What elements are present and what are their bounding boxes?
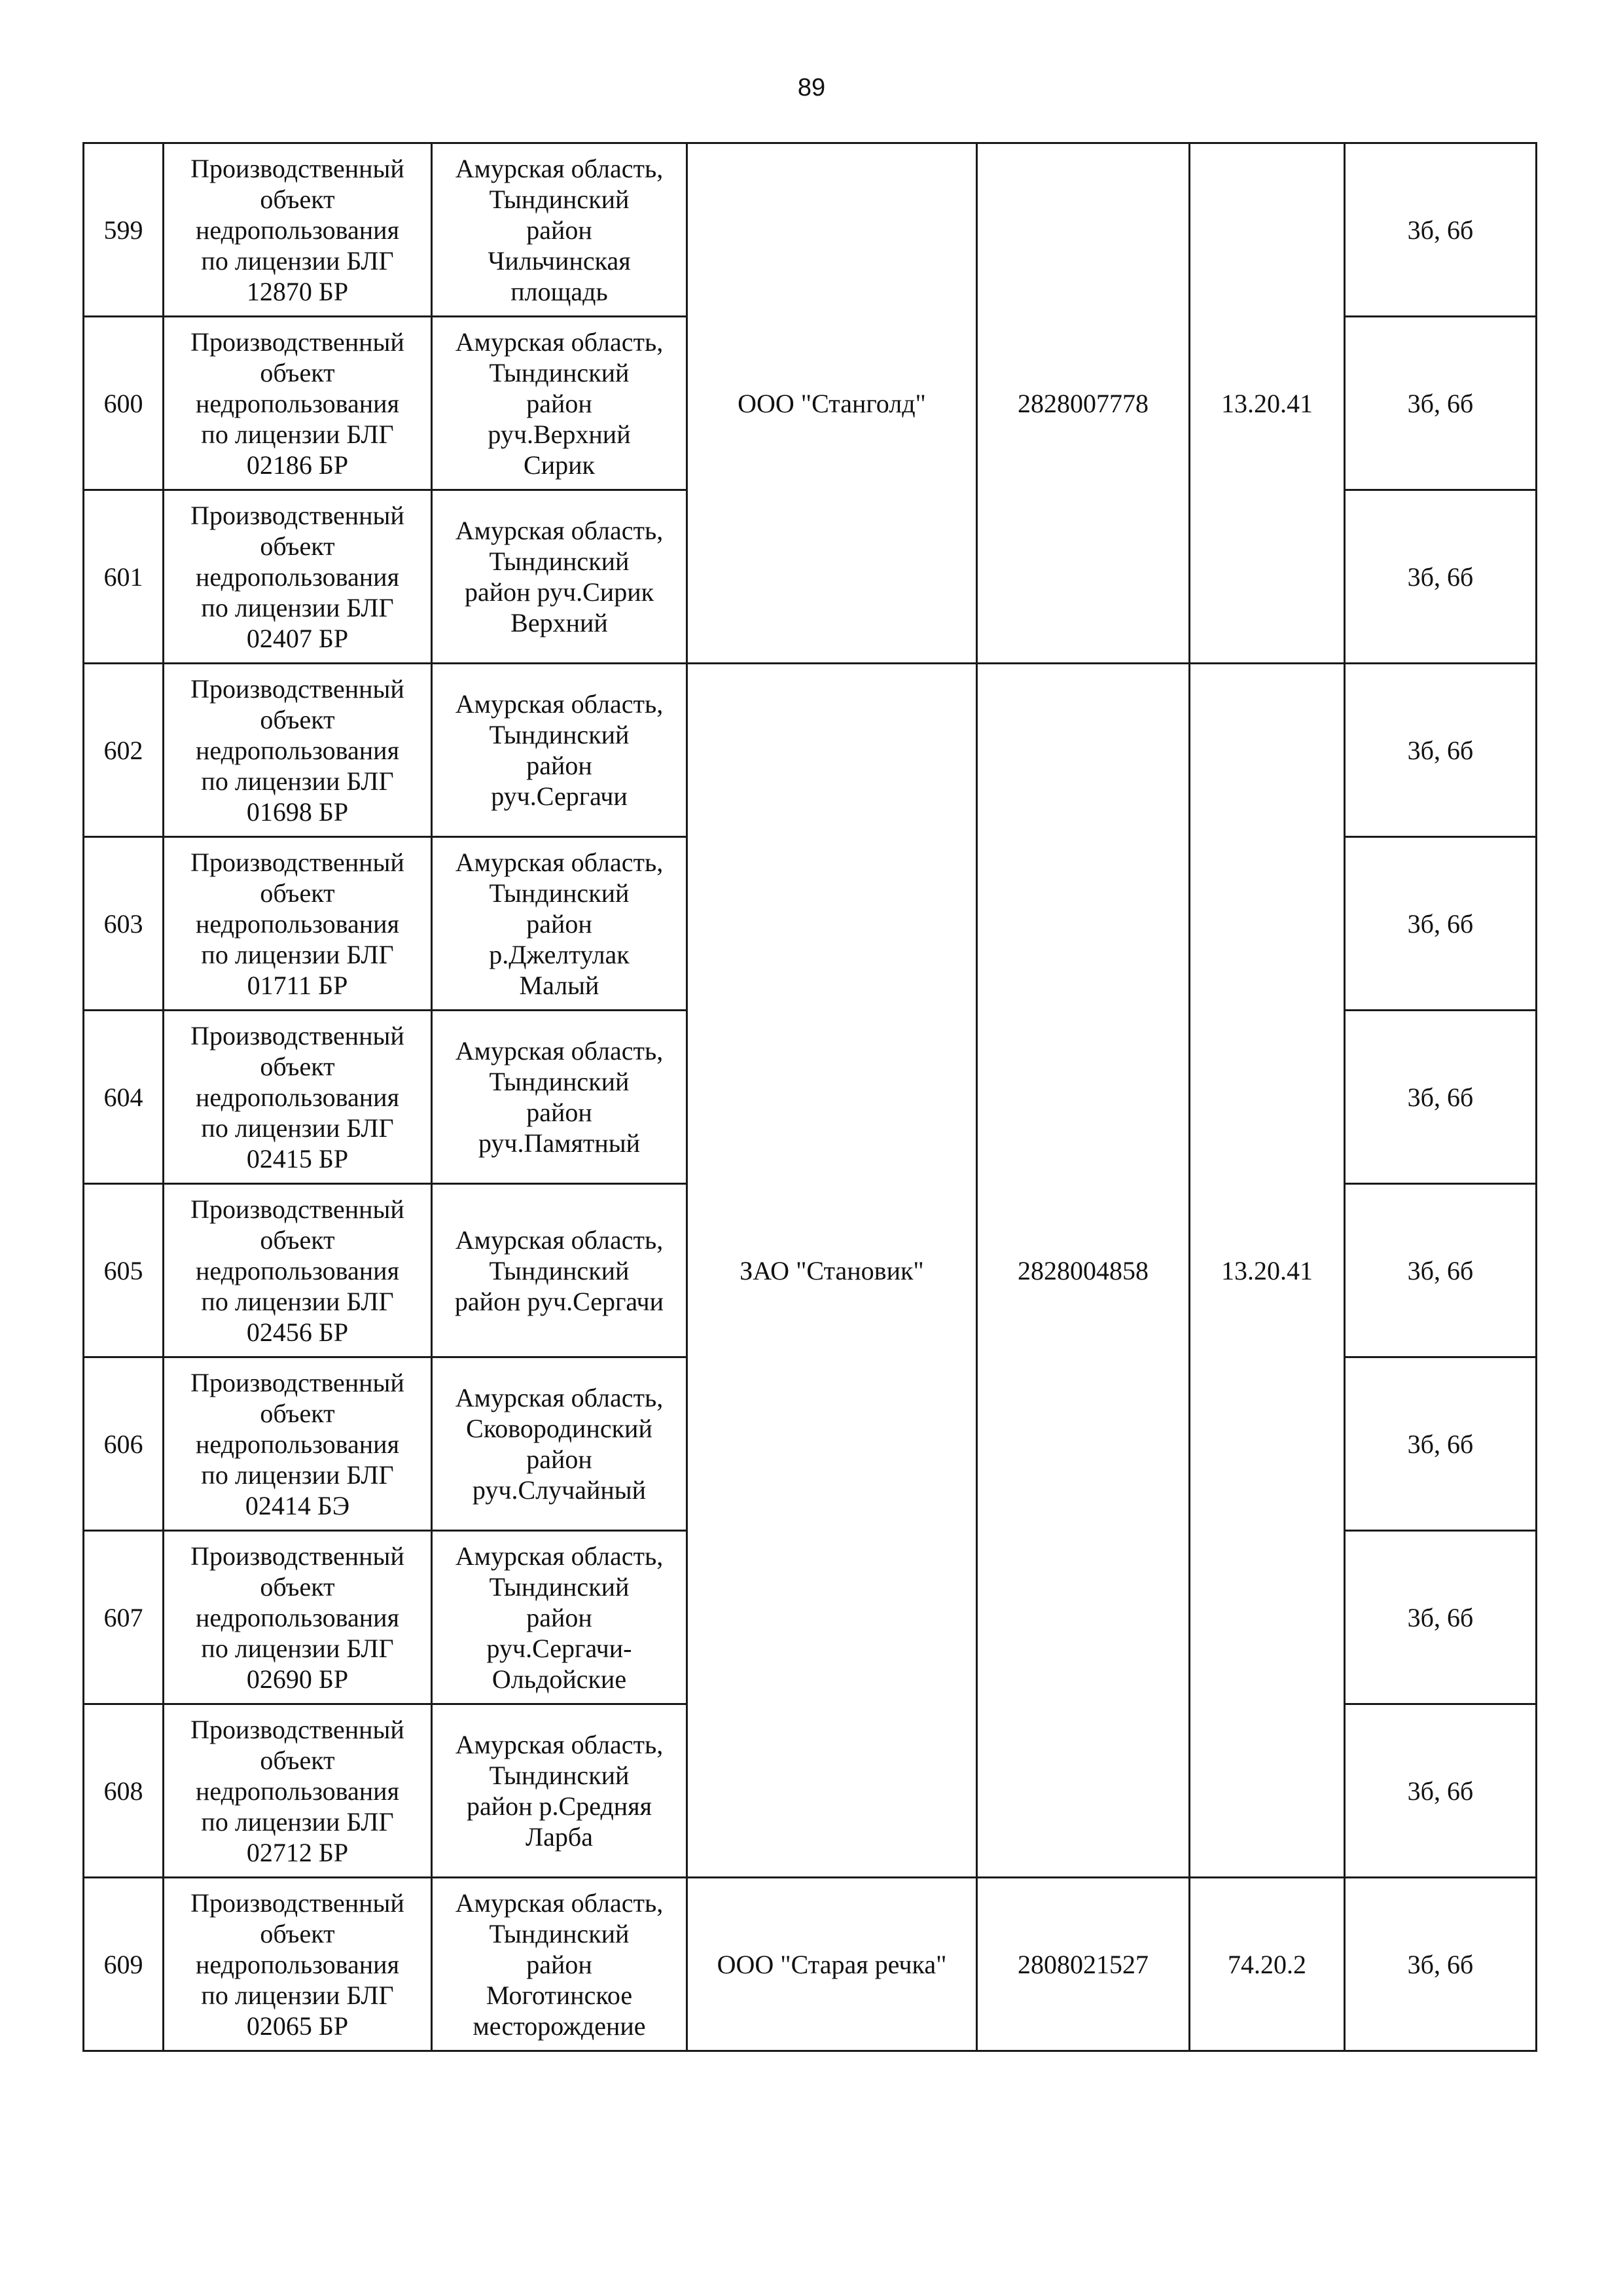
- object-name-text: Производственный объект недропользования по лицензии БЛГ 01698 БР: [190, 673, 404, 827]
- row-number: 603: [84, 837, 164, 1011]
- object-address: [432, 143, 687, 317]
- row-number: 607: [84, 1531, 164, 1704]
- operator-inn: 2828007778: [977, 143, 1190, 664]
- object-name: [164, 837, 432, 1011]
- operator-okved: 74.20.2: [1190, 1878, 1345, 2051]
- object-address-text: Амурская область, Тындинский район руч.Памятный: [455, 1036, 664, 1158]
- row-number: 602: [84, 664, 164, 837]
- object-name: [164, 1878, 432, 2051]
- hazard-classes: 3б, 6б: [1345, 143, 1537, 317]
- hazard-classes: 3б, 6б: [1345, 1184, 1537, 1357]
- object-name-text: Производственный объект недропользования по лицензии БЛГ 02456 БР: [190, 1194, 404, 1347]
- row-number: 609: [84, 1878, 164, 2051]
- object-address-text: Амурская область, Тындинский район Чильчинская площадь: [455, 153, 664, 306]
- hazard-classes: 3б, 6б: [1345, 1704, 1537, 1878]
- hazard-classes: 3б, 6б: [1345, 664, 1537, 837]
- row-number: 600: [84, 317, 164, 490]
- object-address-text: Амурская область, Тындинский район руч.Верхний Сирик: [455, 327, 664, 480]
- object-address-text: Амурская область, Тындинский район руч.Сирик Верхний: [455, 516, 664, 637]
- table-row: [84, 1878, 1537, 2051]
- operator-inn: 2808021527: [977, 1878, 1190, 2051]
- object-address: [432, 1704, 687, 1878]
- row-number: 608: [84, 1704, 164, 1878]
- table-row: [84, 664, 1537, 837]
- hazard-classes: 3б, 6б: [1345, 1531, 1537, 1704]
- object-name-text: Производственный объект недропользования по лицензии БЛГ 12870 БР: [190, 153, 404, 306]
- row-number: 606: [84, 1357, 164, 1531]
- object-name-text: Производственный объект недропользования по лицензии БЛГ 02186 БР: [190, 327, 404, 480]
- object-address: [432, 1011, 687, 1184]
- hazard-classes: 3б, 6б: [1345, 317, 1537, 490]
- object-address: [432, 1878, 687, 2051]
- hazard-classes: 3б, 6б: [1345, 1357, 1537, 1531]
- object-name: [164, 664, 432, 837]
- object-address: [432, 1184, 687, 1357]
- object-name: [164, 490, 432, 664]
- object-address: [432, 837, 687, 1011]
- object-address-text: Амурская область, Тындинский район р.Средняя Ларба: [455, 1730, 664, 1852]
- registry-table: [82, 142, 1537, 2052]
- object-name-text: Производственный объект недропользования по лицензии БЛГ 02414 БЭ: [190, 1367, 404, 1520]
- operator-name: ООО "Старая речка": [687, 1878, 977, 2051]
- object-name: [164, 317, 432, 490]
- object-name: [164, 1704, 432, 1878]
- page-number: 89: [797, 74, 826, 101]
- table-row: [84, 143, 1537, 317]
- object-name-text: Производственный объект недропользования по лицензии БЛГ 02065 БР: [190, 1888, 404, 2041]
- row-number: 601: [84, 490, 164, 664]
- row-number: 605: [84, 1184, 164, 1357]
- object-address: [432, 490, 687, 664]
- object-name-text: Производственный объект недропользования по лицензии БЛГ 02712 БР: [190, 1714, 404, 1867]
- hazard-classes: 3б, 6б: [1345, 1878, 1537, 2051]
- object-name: [164, 1531, 432, 1704]
- object-name: [164, 1011, 432, 1184]
- hazard-classes: 3б, 6б: [1345, 490, 1537, 664]
- object-name: [164, 1357, 432, 1531]
- hazard-classes: 3б, 6б: [1345, 837, 1537, 1011]
- object-name-text: Производственный объект недропользования по лицензии БЛГ 01711 БР: [190, 847, 404, 1000]
- object-name: [164, 1184, 432, 1357]
- operator-name: ООО "Станголд": [687, 143, 977, 664]
- hazard-classes: 3б, 6б: [1345, 1011, 1537, 1184]
- object-address: [432, 317, 687, 490]
- object-address-text: Амурская область, Тындинский район р.Джелтулак Малый: [455, 847, 664, 1000]
- row-number: 599: [84, 143, 164, 317]
- row-number: 604: [84, 1011, 164, 1184]
- operator-okved: 13.20.41: [1190, 143, 1345, 664]
- object-address-text: Амурская область, Тындинский район руч.Сергачи: [454, 1225, 664, 1316]
- object-address-text: Амурская область, Тындинский район Моготинское месторождение: [455, 1888, 664, 2041]
- object-name: [164, 143, 432, 317]
- operator-name: ЗАО "Становик": [687, 664, 977, 1878]
- object-address: [432, 1531, 687, 1704]
- object-address-text: Амурская область, Сковородинский район руч.Случайный: [455, 1383, 664, 1505]
- object-name-text: Производственный объект недропользования по лицензии БЛГ 02407 БР: [190, 500, 404, 653]
- object-name-text: Производственный объект недропользования по лицензии БЛГ 02690 БР: [190, 1541, 404, 1694]
- operator-okved: 13.20.41: [1190, 664, 1345, 1878]
- object-address: [432, 664, 687, 837]
- object-address-text: Амурская область, Тындинский район руч.Сергачи: [455, 689, 664, 811]
- object-address: [432, 1357, 687, 1531]
- object-name-text: Производственный объект недропользования по лицензии БЛГ 02415 БР: [190, 1020, 404, 1174]
- object-address-text: Амурская область, Тындинский район руч.Сергачи- Ольдойские: [455, 1541, 664, 1694]
- operator-inn: 2828004858: [977, 664, 1190, 1878]
